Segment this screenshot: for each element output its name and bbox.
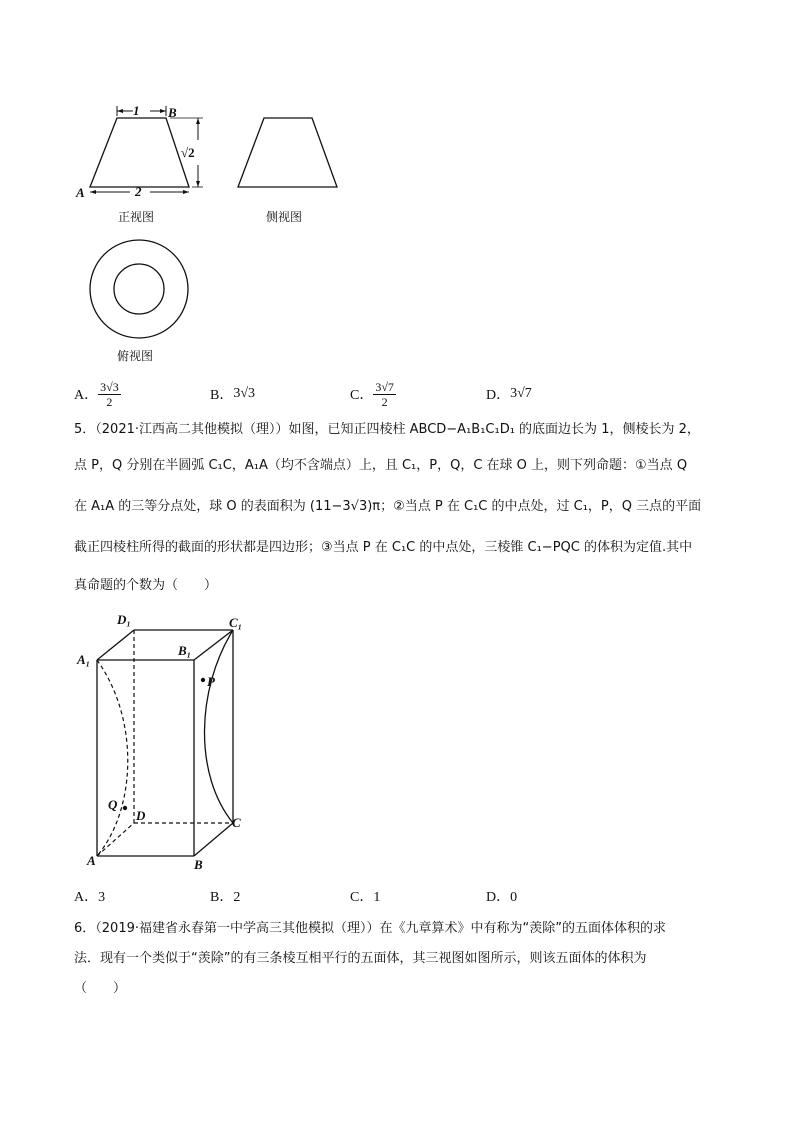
q5-option-d[interactable]: D．0	[486, 890, 518, 905]
option-letter: C．	[350, 388, 374, 403]
caption-front-view: 正视图	[118, 210, 155, 224]
point-label-p: P	[207, 674, 215, 689]
q5-option-c[interactable]: C．1	[350, 890, 381, 905]
q5-stem-line-2: 点 P，Q 分别在半圆弧 C₁C，A₁A（均不含端点）上，且 C₁，P，Q，C 在球 O 上，则下列命题：①当点 Q	[74, 458, 688, 473]
vertex-label-c: C	[232, 815, 241, 830]
option-letter: A．	[74, 388, 99, 403]
q5-stem-line-5: 真命题的个数为（ ）	[74, 578, 218, 593]
q5-option-a[interactable]: A．3	[74, 890, 106, 905]
vertex-label-a: A	[76, 185, 85, 200]
vertex-label-c1: C₁	[229, 615, 243, 630]
edge-b-c	[194, 823, 233, 856]
edge-b1-c1	[194, 630, 233, 660]
option-value: 3√7	[510, 386, 532, 401]
edge-a-d	[97, 823, 134, 856]
dim-side-label: √2	[181, 145, 195, 160]
point-label-q: Q	[108, 797, 118, 812]
q6-stem-line-3: （ ）	[74, 981, 127, 996]
vertex-label-a: A	[87, 853, 96, 868]
option-value: 3√3	[233, 386, 256, 401]
dim-bottom-label: 2	[135, 184, 142, 199]
fraction: $\frac{3√3}{2}$	[100, 379, 119, 409]
vertex-label-a1: A₁	[77, 652, 91, 667]
edge-a1-d1	[97, 630, 134, 660]
vertex-label-b1: B₁	[178, 643, 192, 658]
dim-top-label: 1	[133, 103, 140, 118]
option-letter: D．	[486, 388, 511, 403]
q6-stem-line-1: 6．（2019·福建省永春第一中学高三其他模拟（理））在《九章算术》中有称为“羡除”的五面体体积的求	[74, 921, 666, 936]
q5-option-b[interactable]: B．2	[210, 890, 241, 905]
q5-stem-line-1: 5．（2021·江西高二其他模拟（理））如图，已知正四棱柱 ABCD−A₁B₁C₁D₁ 的底面边长为 1，侧棱长为 2，	[74, 422, 700, 437]
arc-a1-a	[97, 660, 128, 856]
q5-stem-line-4: 截正四棱柱所得的截面的形状都是四边形；③当点 P 在 C₁C 的中点处，三棱锥 C₁−PQC 的体积为定值.其中	[74, 540, 693, 555]
vertex-label-d1: D₁	[117, 612, 131, 627]
fraction: $\frac{3√7}{2}$	[375, 379, 394, 409]
option-letter: B．	[210, 388, 234, 403]
point-q	[123, 806, 127, 810]
vertex-label-d: D	[136, 808, 146, 823]
vertex-label-b: B	[168, 105, 177, 120]
caption-side-view: 侧视图	[266, 210, 303, 224]
q6-stem-line-2: 法．现有一个类似于“羡除”的有三条棱互相平行的五面体，其三视图如图所示，则该五面体的体积为	[74, 951, 647, 966]
arc-c1-c	[204, 630, 233, 823]
q5-stem-line-3: 在 A₁A 的三等分点处，球 O 的表面积为 (11−3√3)π；②当点 P 在 C₁C 的中点处，过 C₁，P，Q 三点的平面	[74, 499, 702, 514]
point-p	[201, 678, 205, 682]
vertex-label-b: B	[194, 857, 203, 872]
caption-top-view: 俯视图	[117, 349, 154, 363]
